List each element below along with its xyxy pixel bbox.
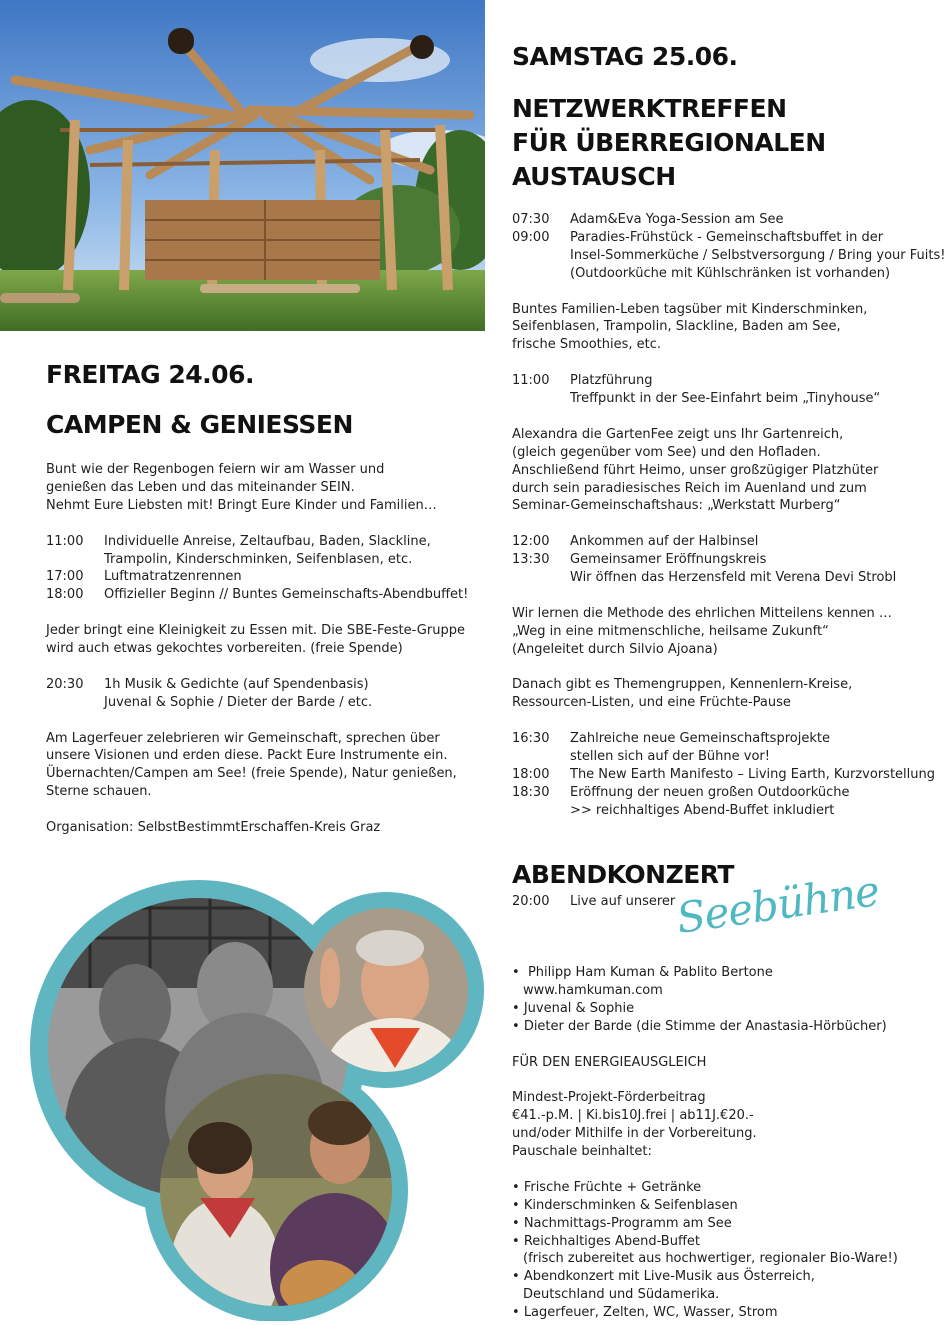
schedule-time: 16:30 bbox=[512, 731, 550, 747]
concert-body bbox=[512, 964, 947, 1322]
garden-paragraph bbox=[512, 426, 947, 516]
schedule-entry: 18:30 Eröffnung der neuen großen Outdoorküche >> reichhaltiges Abend-Buffet inkludiert bbox=[512, 784, 850, 818]
included-list bbox=[512, 1179, 947, 1322]
title-line: AUSTAUSCH bbox=[512, 162, 676, 191]
paragraph-line: frische Smoothies, etc. bbox=[512, 337, 662, 353]
schedule-entry: 12:00 Ankommen auf der Halbinsel bbox=[512, 534, 759, 550]
friday-note bbox=[46, 622, 476, 658]
paragraph-line: Danach gibt es Themengruppen, Kennenlern-Kreise, bbox=[512, 677, 853, 693]
family-paragraph bbox=[512, 301, 947, 355]
fee-paragraph bbox=[512, 1089, 947, 1161]
schedule-time: 17:00 bbox=[46, 569, 84, 585]
schedule-time: 11:00 bbox=[46, 533, 84, 549]
musicians-photo-collage bbox=[30, 868, 485, 1321]
schedule-time: 07:30 bbox=[512, 212, 550, 227]
included-item: • Kinderschminken & Seifenblasen bbox=[512, 1197, 947, 1215]
paragraph-line: Jeder bringt eine Kleinigkeit zu Essen mit. Die SBE-Feste-Gruppe bbox=[46, 623, 465, 639]
friday-date-heading: FREITAG 24.06. bbox=[46, 360, 254, 389]
saturday-title-heading bbox=[512, 92, 947, 194]
included-item: • Nachmittags-Programm am See bbox=[512, 1215, 947, 1233]
schedule-entry: 07:30 Adam&Eva Yoga-Session am See bbox=[512, 212, 784, 227]
schedule-entry: 18:00 Offizieller Beginn // Buntes Gemeinschafts-Abendbuffet! bbox=[46, 587, 469, 603]
saturday-date-heading: SAMSTAG 25.06. bbox=[512, 42, 738, 71]
schedule-time: 20:00 bbox=[512, 894, 550, 909]
schedule-entry: 18:00 The New Earth Manifesto – Living Earth, Kurzvorstellung bbox=[512, 766, 935, 782]
artist-item: • Juvenal & Sophie bbox=[512, 1000, 947, 1018]
paragraph-line: Am Lagerfeuer zelebrieren wir Gemeinschaft, sprechen über bbox=[46, 730, 440, 746]
artist-item: • Philipp Ham Kuman & Pablito Bertone www.hamkuman.com bbox=[512, 964, 947, 1000]
paragraph-line: Sterne schauen. bbox=[46, 784, 152, 800]
schedule-time: 13:30 bbox=[512, 552, 550, 568]
paragraph-line: (gleich gegenüber vom See) und den Hofladen. bbox=[512, 444, 821, 460]
method-paragraph bbox=[512, 605, 947, 659]
paragraph-line: Seifenblasen, Trampolin, Slackline, Baden am See, bbox=[512, 319, 841, 335]
paragraph-line: genießen das Leben und das miteinander SEIN. bbox=[46, 479, 355, 495]
paragraph-line: Bunt wie der Regenbogen feiern wir am Wasser und bbox=[46, 462, 385, 477]
energy-heading: FÜR DEN ENERGIEAUSGLEICH bbox=[512, 1054, 707, 1070]
friday-schedule-1 bbox=[46, 533, 476, 605]
paragraph-line: Mindest-Projekt-Förderbeitrag bbox=[512, 1090, 706, 1106]
groups-paragraph bbox=[512, 676, 947, 712]
paragraph-line: (Angeleitet durch Silvio Ajoana) bbox=[512, 641, 718, 657]
schedule-entry: 16:30 Zahlreiche neue Gemeinschaftsprojekte stellen sich auf der Bühne vor! bbox=[512, 731, 830, 765]
schedule-time: 18:30 bbox=[512, 784, 550, 800]
pavilion-photo bbox=[0, 0, 485, 331]
seebuehne-script-logo: Seebühne bbox=[673, 866, 882, 943]
paragraph-line: Buntes Familien-Leben tagsüber mit Kinderschminken, bbox=[512, 301, 868, 317]
organisation-line: Organisation: SelbstBestimmtErschaffen-Kreis Graz bbox=[46, 820, 381, 836]
schedule-time: 11:00 bbox=[512, 373, 550, 389]
paragraph-line: Wir lernen die Methode des ehrlichen Mitteilens kennen … bbox=[512, 605, 892, 621]
paragraph-line: Übernachten/Campen am See! (freie Spende), Natur genießen, bbox=[46, 766, 457, 782]
included-item: • Lagerfeuer, Zelten, WC, Wasser, Strom bbox=[512, 1304, 947, 1322]
schedule-entry: 13:30 Gemeinsamer Eröffnungskreis Wir öffnen das Herzensfeld mit Verena Devi Strobl bbox=[512, 552, 897, 586]
concert-text: Live auf unserer bbox=[570, 894, 676, 909]
paragraph-line: Ressourcen-Listen, und eine Früchte-Pause bbox=[512, 695, 791, 711]
schedule-entry: 17:00 Luftmatratzenrennen bbox=[46, 569, 242, 585]
schedule-time: 12:00 bbox=[512, 534, 550, 550]
schedule-entry: 11:00 Individuelle Anreise, Zeltaufbau, Baden, Slackline, Trampolin, Kinderschminken, Seifenblasen, etc. bbox=[46, 533, 431, 567]
title-line: NETZWERKTREFFEN bbox=[512, 94, 787, 123]
paragraph-line: €41.-p.M. | Ki.bis10J.frei | ab11J.€20.- bbox=[512, 1108, 754, 1124]
friday-body bbox=[46, 461, 476, 837]
paragraph-line: Alexandra die GartenFee zeigt uns Ihr Gartenreich, bbox=[512, 426, 844, 442]
concert-heading: ABENDKONZERT bbox=[512, 860, 734, 889]
friday-title-heading: CAMPEN & GENIESSEN bbox=[46, 410, 353, 439]
saturday-body bbox=[512, 211, 947, 820]
paragraph-line: durch sein paradiesisches Reich im Auenland und zum bbox=[512, 480, 867, 496]
schedule-time: 09:00 bbox=[512, 229, 550, 245]
schedule-time: 18:00 bbox=[512, 766, 550, 782]
schedule-entry: 09:00 Paradies-Frühstück - Gemeinschaftsbuffet in der Insel-Sommerküche / Selbstversorgung / Bring your Fuits! (Outdoorküche mit Kühlschränken ist vorhanden) bbox=[512, 229, 946, 281]
included-item: • Reichhaltiges Abend-Buffet (frisch zubereitet aus hochwertiger, regionaler Bio-Ware!) bbox=[512, 1233, 947, 1269]
included-item: • Abendkonzert mit Live-Musik aus Österreich, Deutschland und Südamerika. bbox=[512, 1268, 947, 1304]
artist-item: • Dieter der Barde (die Stimme der Anastasia-Hörbücher) bbox=[512, 1018, 947, 1036]
schedule-time: 18:00 bbox=[46, 587, 84, 603]
paragraph-line: wird auch etwas gekochtes vorbereiten. (freie Spende) bbox=[46, 641, 403, 657]
paragraph-line: „Weg in eine mitmenschliche, heilsame Zukunft“ bbox=[512, 623, 829, 639]
paragraph-line: Anschließend führt Heimo, unser großzügiger Platzhüter bbox=[512, 462, 879, 478]
paragraph-line: Seminar-Gemeinschaftshaus: „Werkstatt Murberg“ bbox=[512, 498, 841, 514]
paragraph-line: unsere Visionen und erden diese. Packt Eure Instrumente ein. bbox=[46, 748, 448, 764]
friday-outro bbox=[46, 730, 476, 802]
paragraph-line: Nehmt Eure Liebsten mit! Bringt Eure Kinder und Familien… bbox=[46, 497, 437, 513]
included-item: • Frische Früchte + Getränke bbox=[512, 1179, 947, 1197]
title-line: FÜR ÜBERREGIONALEN bbox=[512, 128, 826, 157]
friday-intro bbox=[46, 461, 476, 515]
paragraph-line: und/oder Mithilfe in der Vorbereitung. bbox=[512, 1126, 757, 1142]
schedule-entry: 11:00 Platzführung Treffpunkt in der See-Einfahrt beim „Tinyhouse“ bbox=[512, 373, 881, 407]
paragraph-line: Pauschale beinhaltet: bbox=[512, 1144, 652, 1160]
schedule-time: 20:30 bbox=[46, 676, 84, 692]
schedule-entry: 20:30 1h Musik & Gedichte (auf Spendenbasis) Juvenal & Sophie / Dieter der Barde / etc. bbox=[46, 676, 373, 710]
